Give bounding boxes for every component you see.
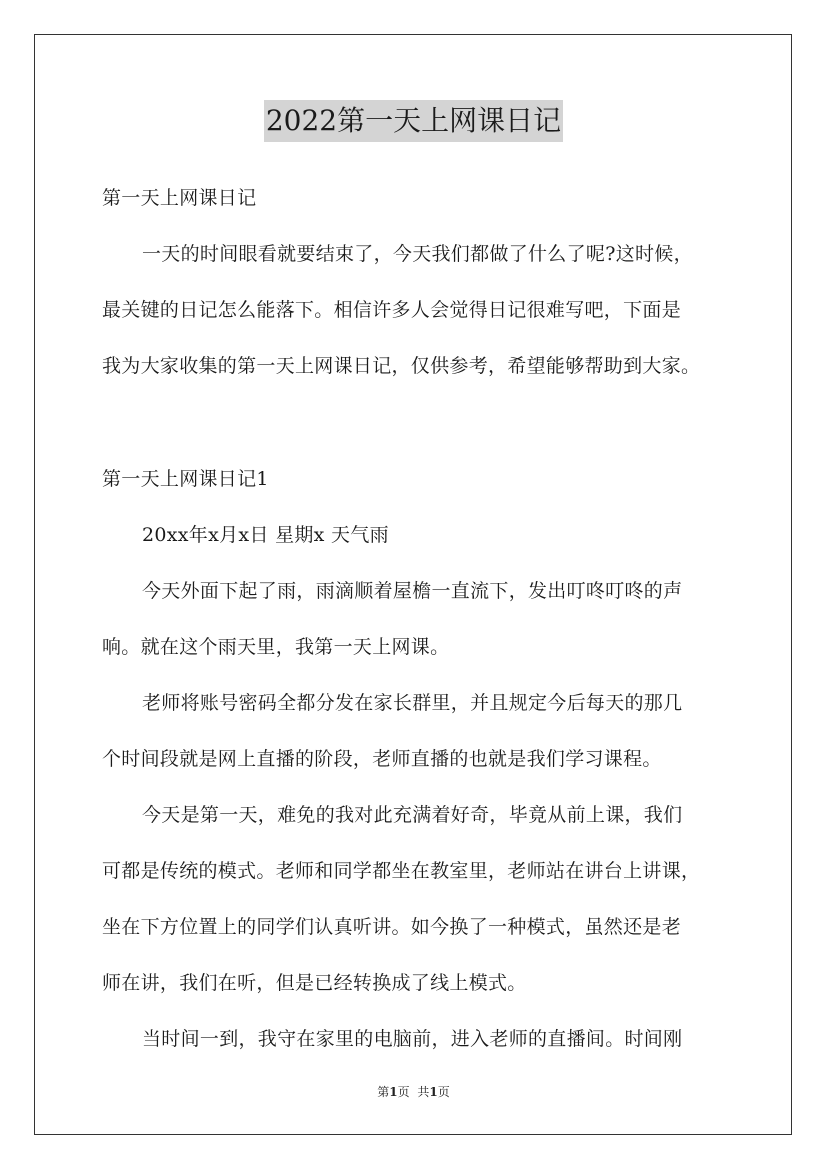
intro-line: 我为大家收集的第一天上网课日记，仅供参考，希望能够帮助到大家。 (102, 355, 701, 377)
total-suffix: 页 (437, 1085, 450, 1099)
paragraph-line: 坐在下方位置上的同学们认真听讲。如今换了一种模式，虽然还是老 (102, 916, 682, 938)
paragraph-line: 老师将账号密码全都分发在家长群里，并且规定今后每天的那几 (142, 692, 683, 714)
paragraph-line: 响。就在这个雨天里，我第一天上网课。 (102, 636, 450, 658)
total-prefix: 共 (417, 1085, 430, 1099)
paragraph-line: 今天是第一天，难免的我对此充满着好奇，毕竟从前上课，我们 (142, 804, 683, 826)
total-pages: 1 (429, 1085, 438, 1099)
paragraph-line: 当时间一到，我守在家里的电脑前，进入老师的直播间。时间刚 (142, 1028, 683, 1050)
document-title: 2022第一天上网课日记 (264, 100, 563, 142)
intro-line: 一天的时间眼看就要结束了，今天我们都做了什么了呢?这时候， (142, 243, 693, 265)
paragraph-line: 师在讲，我们在听，但是已经转换成了线上模式。 (102, 972, 527, 994)
paragraph-line: 可都是传统的模式。老师和同学都坐在教室里，老师站在讲台上讲课， (102, 860, 701, 882)
paragraph-line: 个时间段就是网上直播的阶段，老师直播的也就是我们学习课程。 (102, 748, 662, 770)
date-line: 20xx年x月x日 星期x 天气雨 (142, 524, 389, 546)
page-number: 1 (389, 1085, 398, 1099)
document-body (102, 170, 742, 1067)
title-container (0, 100, 827, 142)
paragraph-line: 今天外面下起了雨，雨滴顺着屋檐一直流下，发出叮咚叮咚的声 (142, 580, 683, 602)
page-suffix: 页 (397, 1085, 410, 1099)
section-heading: 第一天上网课日记1 (102, 468, 269, 490)
page-prefix: 第 (377, 1085, 390, 1099)
subtitle: 第一天上网课日记 (102, 187, 257, 209)
section-spacer (102, 394, 742, 451)
page-footer (0, 1083, 827, 1100)
intro-line: 最关键的日记怎么能落下。相信许多人会觉得日记很难写吧，下面是 (102, 299, 682, 321)
